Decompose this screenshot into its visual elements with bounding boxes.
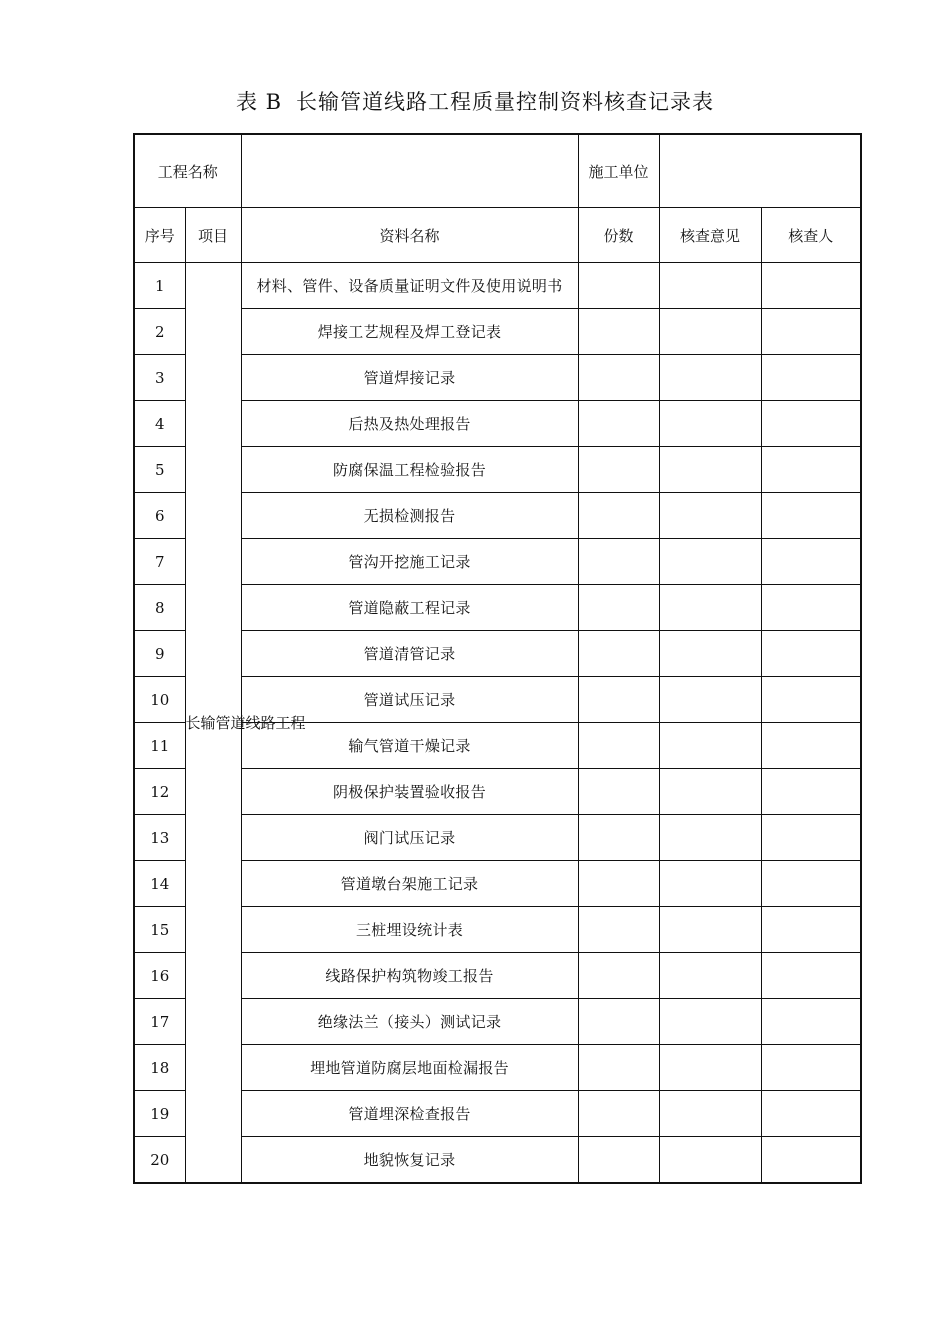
checker-cell[interactable] bbox=[761, 401, 861, 447]
row-number-text: 11 bbox=[150, 736, 170, 755]
document-name: 线路保护构筑物竣工报告 bbox=[241, 953, 578, 999]
checker-cell[interactable] bbox=[761, 953, 861, 999]
table-row bbox=[134, 815, 861, 861]
table-row bbox=[134, 355, 861, 401]
row-number bbox=[134, 815, 185, 861]
checker-cell[interactable] bbox=[761, 263, 861, 309]
col-header-doc-name: 资料名称 bbox=[241, 208, 578, 263]
page-title bbox=[0, 86, 950, 116]
col-header-checker: 核查人 bbox=[761, 208, 861, 263]
table-number: 表 B bbox=[235, 90, 283, 114]
checker-cell[interactable] bbox=[761, 1045, 861, 1091]
checker-cell[interactable] bbox=[761, 861, 861, 907]
table-row bbox=[134, 631, 861, 677]
opinion-cell[interactable] bbox=[659, 677, 761, 723]
copies-cell[interactable] bbox=[578, 355, 659, 401]
copies-cell[interactable] bbox=[578, 447, 659, 493]
row-number bbox=[134, 401, 185, 447]
row-number bbox=[134, 1045, 185, 1091]
table-row bbox=[134, 309, 861, 355]
table-title: 长输管道线路工程质量控制资料核查记录表 bbox=[296, 90, 715, 114]
row-number-text: 6 bbox=[154, 506, 165, 525]
col-header-seq: 序号 bbox=[134, 208, 185, 263]
copies-cell[interactable] bbox=[578, 585, 659, 631]
project-category-cell: 长输管道线路工程 bbox=[185, 263, 241, 1184]
copies-cell[interactable] bbox=[578, 999, 659, 1045]
row-number-text: 1 bbox=[154, 276, 165, 295]
table-row bbox=[134, 907, 861, 953]
checker-cell[interactable] bbox=[761, 585, 861, 631]
row-number-text: 5 bbox=[154, 460, 165, 479]
row-number bbox=[134, 999, 185, 1045]
document-name: 管道焊接记录 bbox=[241, 355, 578, 401]
document-name: 材料、管件、设备质量证明文件及使用说明书 bbox=[241, 263, 578, 309]
checker-cell[interactable] bbox=[761, 539, 861, 585]
copies-cell[interactable] bbox=[578, 401, 659, 447]
row-number-text: 7 bbox=[154, 552, 165, 571]
project-name-label: 工程名称 bbox=[134, 134, 241, 208]
table-row bbox=[134, 585, 861, 631]
opinion-cell[interactable] bbox=[659, 355, 761, 401]
copies-cell[interactable] bbox=[578, 539, 659, 585]
row-number bbox=[134, 309, 185, 355]
document-name: 防腐保温工程检验报告 bbox=[241, 447, 578, 493]
checker-cell[interactable] bbox=[761, 769, 861, 815]
opinion-cell[interactable] bbox=[659, 861, 761, 907]
checker-cell[interactable] bbox=[761, 631, 861, 677]
opinion-cell[interactable] bbox=[659, 723, 761, 769]
document-name: 管道隐蔽工程记录 bbox=[241, 585, 578, 631]
row-number bbox=[134, 677, 185, 723]
opinion-cell[interactable] bbox=[659, 401, 761, 447]
checker-cell[interactable] bbox=[761, 999, 861, 1045]
copies-cell[interactable] bbox=[578, 907, 659, 953]
opinion-cell[interactable] bbox=[659, 907, 761, 953]
row-number bbox=[134, 355, 185, 401]
checker-cell[interactable] bbox=[761, 815, 861, 861]
opinion-cell[interactable] bbox=[659, 1045, 761, 1091]
copies-cell[interactable] bbox=[578, 631, 659, 677]
row-number-text: 2 bbox=[154, 322, 165, 341]
opinion-cell[interactable] bbox=[659, 815, 761, 861]
table-row bbox=[134, 447, 861, 493]
row-number-text: 8 bbox=[154, 598, 165, 617]
row-number-text: 19 bbox=[150, 1104, 170, 1123]
quality-record-table bbox=[133, 133, 862, 1184]
row-number bbox=[134, 631, 185, 677]
checker-cell[interactable] bbox=[761, 447, 861, 493]
opinion-cell[interactable] bbox=[659, 1137, 761, 1184]
table-row bbox=[134, 401, 861, 447]
document-name: 阀门试压记录 bbox=[241, 815, 578, 861]
contractor-label: 施工单位 bbox=[578, 134, 659, 208]
checker-cell[interactable] bbox=[761, 907, 861, 953]
document-name: 地貌恢复记录 bbox=[241, 1137, 578, 1184]
document-name: 埋地管道防腐层地面检漏报告 bbox=[241, 1045, 578, 1091]
document-name: 管沟开挖施工记录 bbox=[241, 539, 578, 585]
opinion-cell[interactable] bbox=[659, 999, 761, 1045]
checker-cell[interactable] bbox=[761, 723, 861, 769]
copies-cell[interactable] bbox=[578, 723, 659, 769]
document-name: 管道清管记录 bbox=[241, 631, 578, 677]
table-row bbox=[134, 769, 861, 815]
row-number-text: 10 bbox=[150, 690, 170, 709]
opinion-cell[interactable] bbox=[659, 585, 761, 631]
copies-cell[interactable] bbox=[578, 1137, 659, 1184]
checker-cell[interactable] bbox=[761, 1137, 861, 1184]
document-name: 绝缘法兰（接头）测试记录 bbox=[241, 999, 578, 1045]
copies-cell[interactable] bbox=[578, 953, 659, 999]
header-row-project bbox=[134, 134, 861, 208]
table-row bbox=[134, 861, 861, 907]
opinion-cell[interactable] bbox=[659, 769, 761, 815]
document-name: 三桩埋设统计表 bbox=[241, 907, 578, 953]
row-number-text: 13 bbox=[150, 828, 170, 847]
copies-cell[interactable] bbox=[578, 493, 659, 539]
opinion-cell[interactable] bbox=[659, 263, 761, 309]
table-row bbox=[134, 1045, 861, 1091]
copies-cell[interactable] bbox=[578, 1091, 659, 1137]
row-number bbox=[134, 585, 185, 631]
opinion-cell[interactable] bbox=[659, 493, 761, 539]
opinion-cell[interactable] bbox=[659, 447, 761, 493]
checker-cell[interactable] bbox=[761, 309, 861, 355]
opinion-cell[interactable] bbox=[659, 1091, 761, 1137]
contractor-field[interactable] bbox=[659, 134, 861, 208]
row-number-text: 4 bbox=[154, 414, 165, 433]
row-number-text: 18 bbox=[150, 1058, 170, 1077]
checker-cell[interactable] bbox=[761, 355, 861, 401]
opinion-cell[interactable] bbox=[659, 539, 761, 585]
project-name-field[interactable] bbox=[241, 134, 578, 208]
col-header-item: 项目 bbox=[185, 208, 241, 263]
row-number bbox=[134, 1091, 185, 1137]
table-row bbox=[134, 999, 861, 1045]
table-row bbox=[134, 1137, 861, 1184]
checker-cell[interactable] bbox=[761, 1091, 861, 1137]
row-number bbox=[134, 1137, 185, 1184]
opinion-cell[interactable] bbox=[659, 953, 761, 999]
row-number bbox=[134, 953, 185, 999]
row-number-text: 12 bbox=[150, 782, 170, 801]
row-number bbox=[134, 493, 185, 539]
row-number-text: 20 bbox=[150, 1150, 170, 1169]
table-row bbox=[134, 953, 861, 999]
copies-cell[interactable] bbox=[578, 815, 659, 861]
copies-cell[interactable] bbox=[578, 309, 659, 355]
column-header-row bbox=[134, 208, 861, 263]
checker-cell[interactable] bbox=[761, 677, 861, 723]
document-name: 后热及热处理报告 bbox=[241, 401, 578, 447]
row-number bbox=[134, 539, 185, 585]
document-name: 输气管道干燥记录 bbox=[241, 723, 578, 769]
document-name: 管道墩台架施工记录 bbox=[241, 861, 578, 907]
row-number bbox=[134, 861, 185, 907]
row-number-text: 15 bbox=[150, 920, 170, 939]
table-row bbox=[134, 493, 861, 539]
row-number bbox=[134, 769, 185, 815]
copies-cell[interactable] bbox=[578, 1045, 659, 1091]
document-name: 焊接工艺规程及焊工登记表 bbox=[241, 309, 578, 355]
row-number-text: 9 bbox=[154, 644, 165, 663]
copies-cell[interactable] bbox=[578, 677, 659, 723]
col-header-opinion: 核查意见 bbox=[659, 208, 761, 263]
row-number-text: 14 bbox=[150, 874, 170, 893]
copies-cell[interactable] bbox=[578, 861, 659, 907]
checker-cell[interactable] bbox=[761, 493, 861, 539]
row-number bbox=[134, 447, 185, 493]
row-number bbox=[134, 723, 185, 769]
row-number-text: 17 bbox=[150, 1012, 170, 1031]
document-name: 管道试压记录 bbox=[241, 677, 578, 723]
opinion-cell[interactable] bbox=[659, 309, 761, 355]
copies-cell[interactable] bbox=[578, 263, 659, 309]
table-row bbox=[134, 1091, 861, 1137]
table-row bbox=[134, 539, 861, 585]
document-name: 阴极保护装置验收报告 bbox=[241, 769, 578, 815]
row-number bbox=[134, 263, 185, 309]
copies-cell[interactable] bbox=[578, 769, 659, 815]
row-number-text: 16 bbox=[150, 966, 170, 985]
document-name: 无损检测报告 bbox=[241, 493, 578, 539]
row-number bbox=[134, 907, 185, 953]
opinion-cell[interactable] bbox=[659, 631, 761, 677]
col-header-copies: 份数 bbox=[578, 208, 659, 263]
table-row bbox=[134, 263, 861, 309]
document-name: 管道埋深检查报告 bbox=[241, 1091, 578, 1137]
row-number-text: 3 bbox=[154, 368, 165, 387]
